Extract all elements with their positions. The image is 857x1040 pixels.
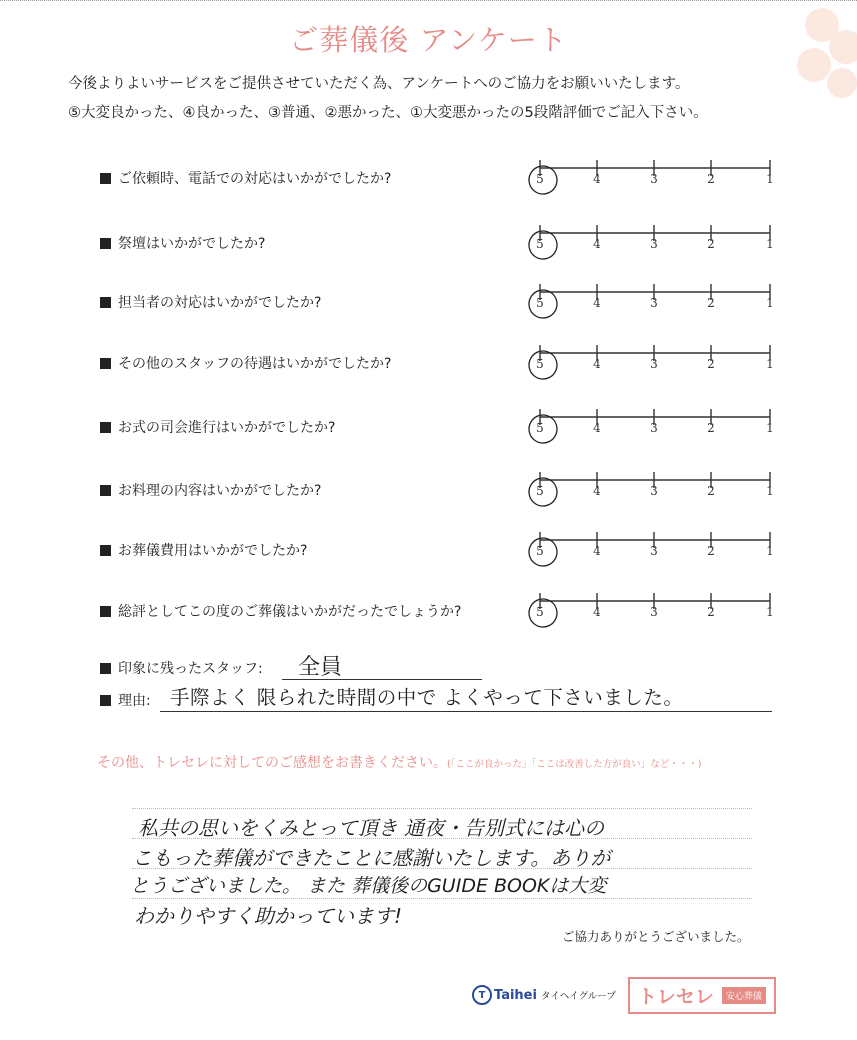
question-label: お葬儀費用はいかがでしたか? — [118, 543, 308, 559]
scale-number: 1 — [766, 357, 774, 371]
question-label: 祭壇はいかがでしたか? — [118, 236, 266, 252]
scale-number: 4 — [593, 357, 601, 371]
scale-number: 3 — [650, 544, 658, 558]
scale-number: 2 — [707, 544, 715, 558]
reason-answer[interactable]: 手際よく 限られた時間の中で よくやって下さいました。 — [170, 686, 684, 709]
intro-line-1: 今後よりよいサービスをご提供させていただく為、アンケートへのご協力をお願いいたします。 — [68, 76, 690, 92]
scale-number: 3 — [650, 484, 658, 498]
rating-scale[interactable] — [520, 585, 790, 635]
brand-name: トレセレ — [637, 985, 714, 1008]
comment-rule — [132, 898, 752, 899]
brand-tag: 安心葬儀 — [722, 987, 766, 1004]
scale-number: 2 — [707, 172, 715, 186]
top-dotted-border — [0, 0, 857, 1]
other-comments-prompt — [97, 752, 701, 772]
square-bullet-icon — [100, 695, 111, 706]
square-bullet-icon — [100, 358, 111, 369]
question-label: 担当者の対応はいかがでしたか? — [118, 295, 322, 311]
other-prompt-text: その他、トレセレに対してのご感想をお書きください。 — [97, 755, 447, 771]
scale-number: 5 — [536, 296, 544, 310]
staff-field — [100, 658, 263, 678]
staff-underline — [282, 679, 482, 680]
question-label: 総評としてこの度のご葬儀はいかがだったでしょうか? — [118, 604, 462, 620]
scale-number: 1 — [766, 544, 774, 558]
scale-number: 3 — [650, 172, 658, 186]
square-bullet-icon — [100, 238, 111, 249]
square-bullet-icon — [100, 173, 111, 184]
page-title: ご葬儀後 アンケート — [289, 23, 568, 57]
rating-scale[interactable] — [520, 152, 790, 202]
scale-number: 4 — [593, 484, 601, 498]
question-text — [100, 353, 391, 373]
rating-scale[interactable] — [520, 337, 790, 387]
scale-number: 5 — [536, 484, 544, 498]
comment-rule — [132, 808, 752, 809]
comment-line-4[interactable]: わかりやすく助かっています! — [134, 904, 403, 928]
scale-number: 4 — [593, 605, 601, 619]
footer-logos — [472, 978, 776, 1012]
scale-number: 4 — [593, 296, 601, 310]
staff-answer[interactable]: 全員 — [298, 655, 343, 680]
rating-scale[interactable] — [520, 524, 790, 574]
question-text — [100, 292, 321, 312]
staff-label: 印象に残ったスタッフ: — [118, 661, 263, 677]
scale-number: 2 — [707, 357, 715, 371]
question-text — [100, 480, 321, 500]
treselle-logo — [628, 977, 776, 1014]
question-text — [100, 168, 391, 188]
scale-number: 1 — [766, 484, 774, 498]
reason-label: 理由: — [118, 693, 151, 709]
question-text — [100, 601, 461, 621]
scale-number: 5 — [536, 237, 544, 251]
comment-line-3[interactable]: とうございました。 また 葬儀後のGUIDE BOOKは大変 — [130, 875, 607, 897]
rating-scale[interactable] — [520, 464, 790, 514]
square-bullet-icon — [100, 663, 111, 674]
scale-number: 3 — [650, 605, 658, 619]
scale-number: 5 — [536, 605, 544, 619]
square-bullet-icon — [100, 297, 111, 308]
scale-number: 4 — [593, 172, 601, 186]
question-label: お料理の内容はいかがでしたか? — [118, 483, 322, 499]
scale-number: 4 — [593, 544, 601, 558]
scale-number: 1 — [766, 172, 774, 186]
question-label: ご依頼時、電話での対応はいかがでしたか? — [118, 171, 392, 187]
scale-number: 3 — [650, 237, 658, 251]
question-label: お式の司会進行はいかがでしたか? — [118, 420, 336, 436]
comment-line-1[interactable]: 私共の思いをくみとって頂き 通夜・告別式には心の — [138, 816, 604, 840]
scale-number: 5 — [536, 357, 544, 371]
square-bullet-icon — [100, 422, 111, 433]
taihei-logo-text: Taihei — [494, 987, 537, 1003]
intro-line-2: ⑤大変良かった、④良かった、③普通、②悪かった、①大変悪かったの5段階評価でご記入下さい。 — [68, 105, 708, 121]
scale-number: 5 — [536, 172, 544, 186]
scale-number: 1 — [766, 421, 774, 435]
question-text — [100, 233, 265, 253]
scale-number: 3 — [650, 357, 658, 371]
scale-number: 1 — [766, 237, 774, 251]
reason-underline — [160, 711, 772, 712]
taihei-group-label: タイヘイグループ — [540, 991, 616, 1002]
taihei-logo-icon: T — [472, 985, 492, 1005]
question-text — [100, 540, 307, 560]
reason-field — [100, 690, 151, 710]
scale-number: 3 — [650, 296, 658, 310]
scale-number: 5 — [536, 544, 544, 558]
scale-number: 2 — [707, 484, 715, 498]
scale-number: 1 — [766, 605, 774, 619]
scale-number: 5 — [536, 421, 544, 435]
other-prompt-note: (「ここが良かった」「ここは改善した方が良い」など・・・) — [447, 759, 702, 770]
thanks-note: ご協力ありがとうございました。 — [562, 929, 750, 944]
scale-number: 2 — [707, 605, 715, 619]
rating-scale[interactable] — [520, 401, 790, 451]
scale-number: 4 — [593, 237, 601, 251]
comment-line-2[interactable]: こもった葬儀ができたことに感謝いたします。ありが — [132, 846, 611, 870]
scale-number: 3 — [650, 421, 658, 435]
scale-number: 2 — [707, 296, 715, 310]
question-text — [100, 417, 335, 437]
scale-number: 2 — [707, 421, 715, 435]
square-bullet-icon — [100, 545, 111, 556]
square-bullet-icon — [100, 606, 111, 617]
rating-scale[interactable] — [520, 276, 790, 326]
scale-number: 2 — [707, 237, 715, 251]
scale-number: 4 — [593, 421, 601, 435]
rating-scale[interactable] — [520, 217, 790, 267]
question-label: その他のスタッフの待遇はいかがでしたか? — [118, 356, 392, 372]
square-bullet-icon — [100, 485, 111, 496]
scale-number: 1 — [766, 296, 774, 310]
